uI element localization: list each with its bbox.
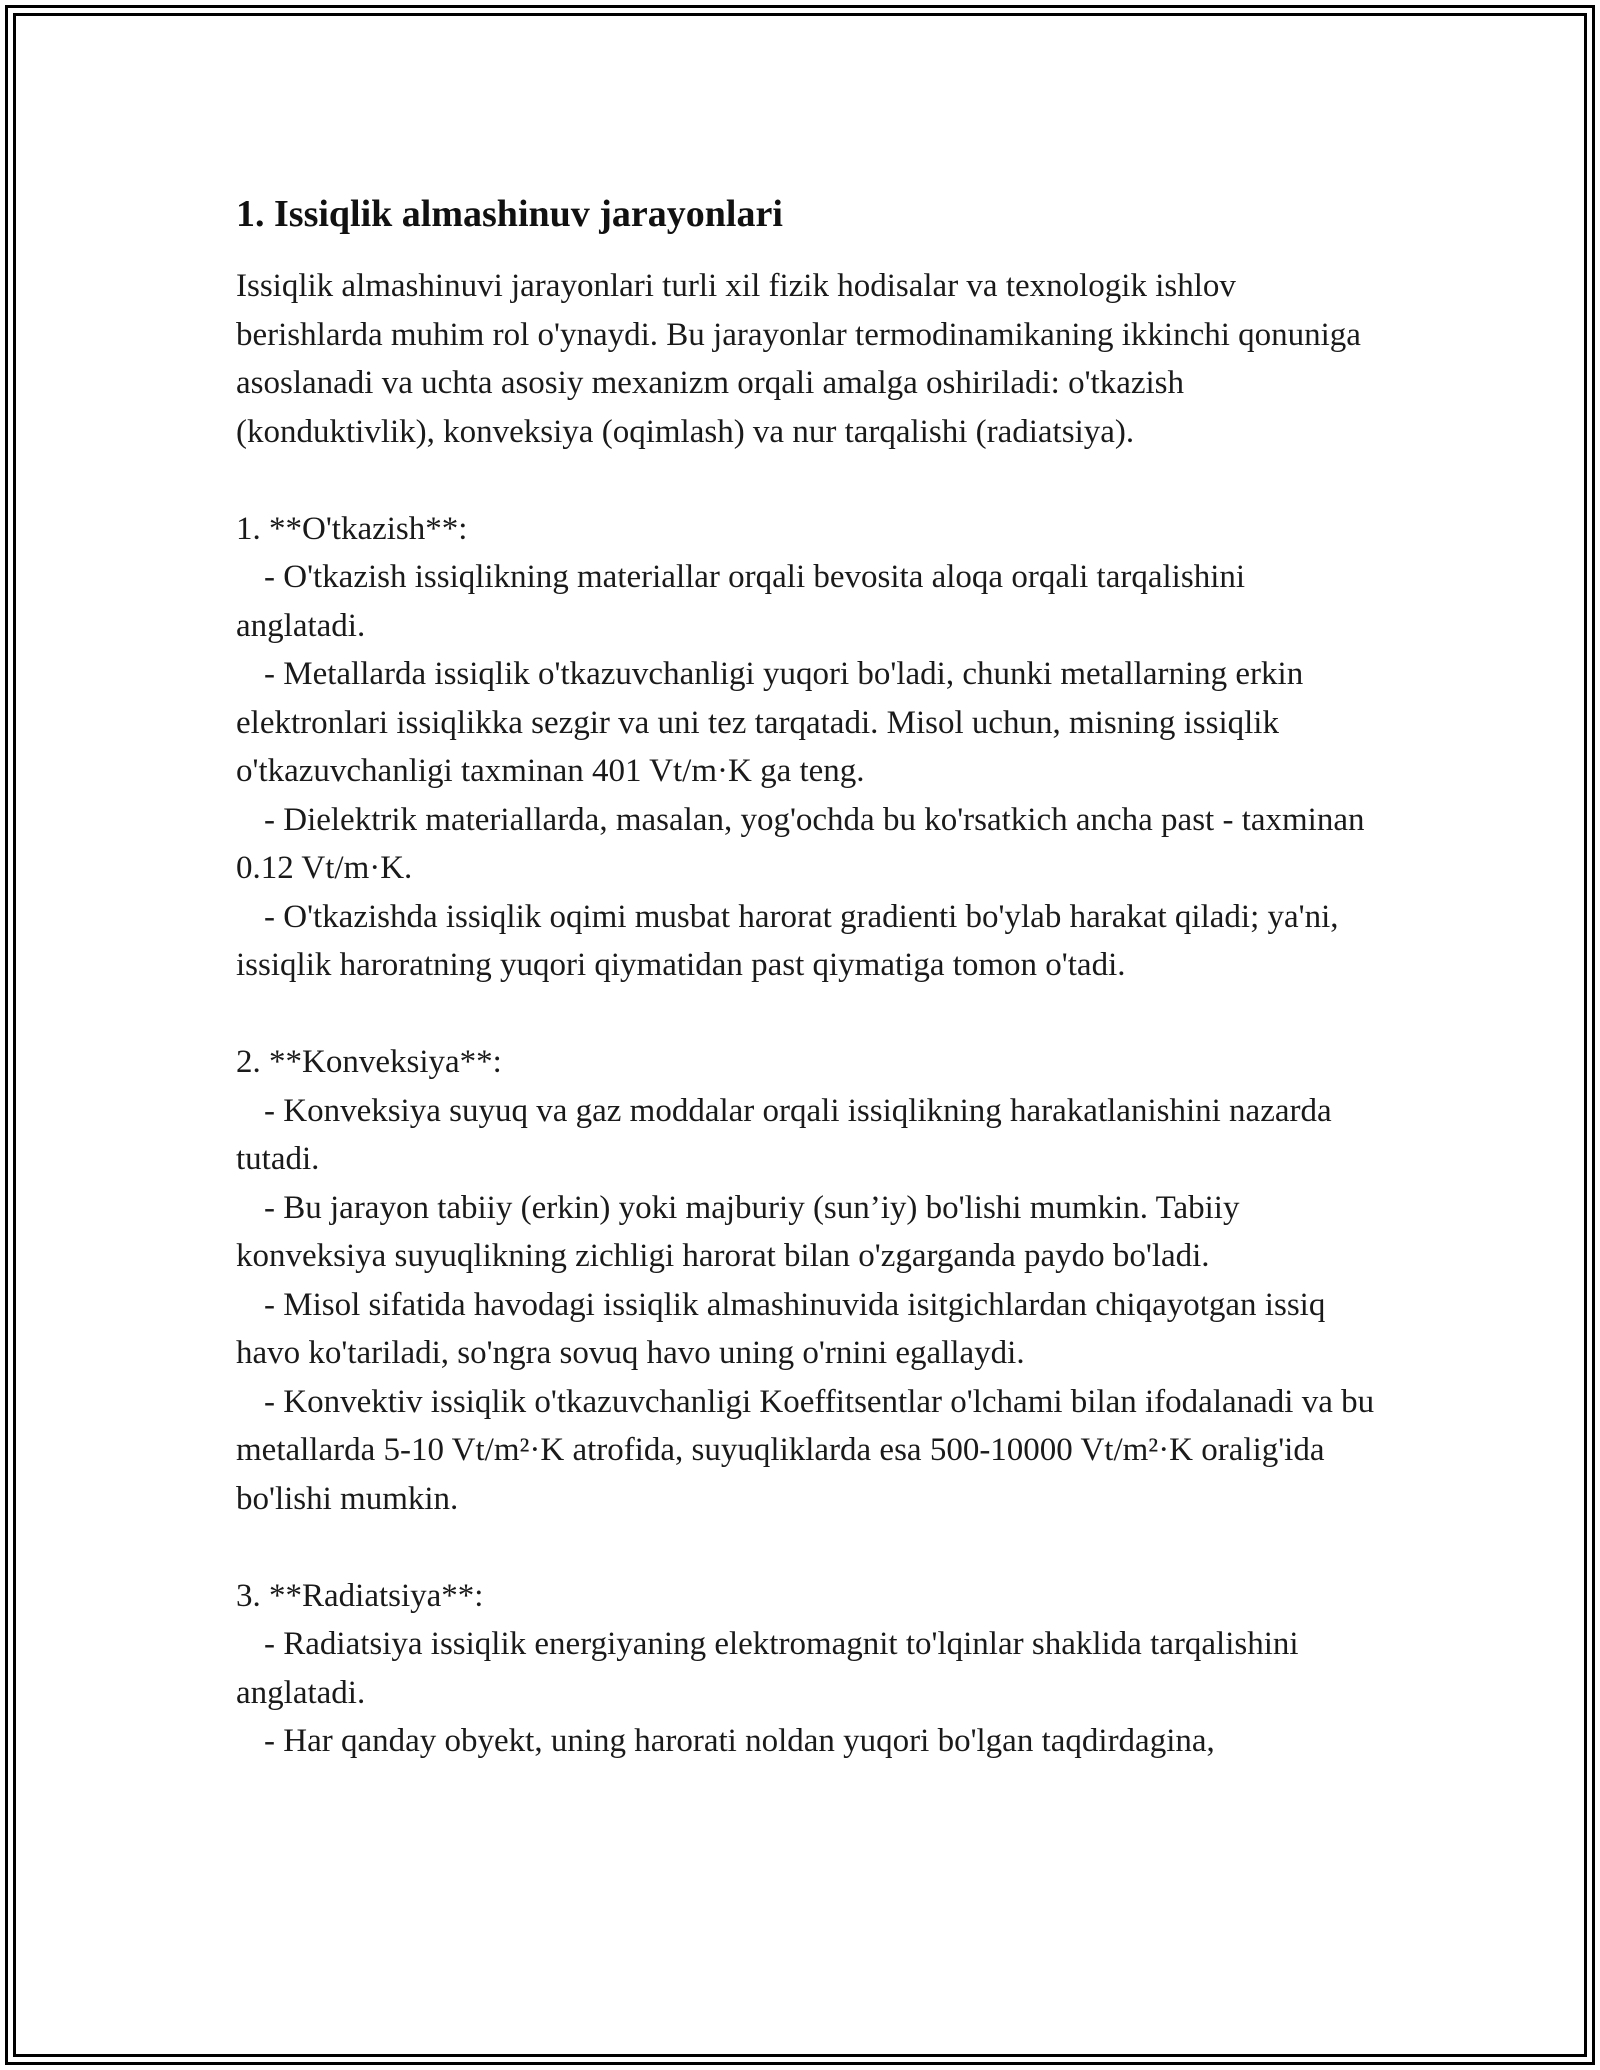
list-item-text: - Radiatsiya issiqlik energiyaning elektromagnit to'lqinlar shaklida tarqalishini anglatadi.: [236, 1626, 1307, 1711]
list-item-text: - Misol sifatida havodagi issiqlik almashinuvida isitgichlardan chiqayotgan issiq havo ko'tariladi, so'ngra sovuq havo uning o'rnini egallaydi.: [236, 1286, 1334, 1371]
list-item-text: - Konveksiya suyuq va gaz moddalar orqali issiqlikning harakatlanishini nazarda tutadi.: [236, 1092, 1340, 1177]
section-convection: [236, 1038, 1383, 1523]
list-item-text: - Dielektrik materiallarda, masalan, yog'ochda bu ko'rsatkich ancha past - taxminan 0.12 Vt/m·K.: [236, 801, 1373, 886]
spacer: [236, 456, 1376, 505]
list-item: [236, 1378, 1383, 1524]
list-item: [236, 1087, 1376, 1184]
list-item: [236, 796, 1376, 893]
document-title: 1. Issiqlik almashinuv jarayonlari: [236, 193, 783, 235]
list-item-text: - Konvektiv issiqlik o'tkazuvchanligi Koeffitsentlar o'lchami bilan ifodalanadi va bu metallarda 5-10 Vt/m²·K atrofida, suyuqliklarda esa 500-10000 Vt/m²·K oralig'ida bo'lishi mumkin.: [236, 1383, 1383, 1517]
spacer: [236, 990, 1376, 1039]
list-item-text: - O'tkazish issiqlikning materiallar orqali bevosita aloqa orqali tarqalishini anglatadi.: [236, 559, 1254, 644]
list-item-text: - Har qanday obyekt, uning harorati noldan yuqori bo'lgan taqdirdagina,: [264, 1723, 1215, 1759]
section-heading: 1. **O'tkazish**:: [236, 510, 468, 547]
section-heading: 3. **Radiatsiya**:: [236, 1577, 484, 1614]
intro-paragraph: Issiqlik almashinuvi jarayonlari turli xil fizik hodisalar va texnologik ishlov berishlarda muhim rol o'ynaydi. Bu jarayonlar termodinamikaning ikkinchi qonuniga asoslanadi va uchta asosiy mexanizm orqali amalga oshiriladi: o'tkazish (konduktivlik), konveksiya (oqimlash) va nur tarqalishi (radiatsiya).: [236, 268, 1370, 450]
list-item: [236, 553, 1376, 650]
document-page: [236, 190, 1383, 1766]
list-item: [236, 893, 1376, 990]
list-item: [236, 650, 1376, 796]
section-heading: 2. **Konveksiya**:: [236, 1044, 502, 1080]
list-item-text: - Bu jarayon tabiiy (erkin) yoki majburiy (sun’iy) bo'lishi mumkin. Tabiiy konveksiya suyuqlikning zichligi harorat bilan o'zgarganda paydo bo'ladi.: [236, 1189, 1248, 1274]
list-item: [236, 1717, 1376, 1766]
spacer: [236, 1523, 1376, 1572]
list-item-text: - Metallarda issiqlik o'tkazuvchanligi yuqori bo'ladi, chunki metallarning erkin elektronlari issiqlikka sezgir va uni tez tarqatadi. Misol uchun, misning issiqlik o'tkazuvchanligi taxminan 401 Vt/m·K ga teng.: [236, 656, 1312, 789]
section-conduction: [236, 505, 1376, 990]
list-item: [236, 1184, 1376, 1281]
list-item-text: - O'tkazishda issiqlik oqimi musbat harorat gradienti bo'ylab harakat qiladi; ya'ni, issiqlik haroratning yuqori qiymatidan past qiymatiga tomon o'tadi.: [236, 898, 1347, 983]
list-item: [236, 1620, 1376, 1717]
list-item: [236, 1281, 1376, 1378]
section-radiation: [236, 1572, 1376, 1766]
